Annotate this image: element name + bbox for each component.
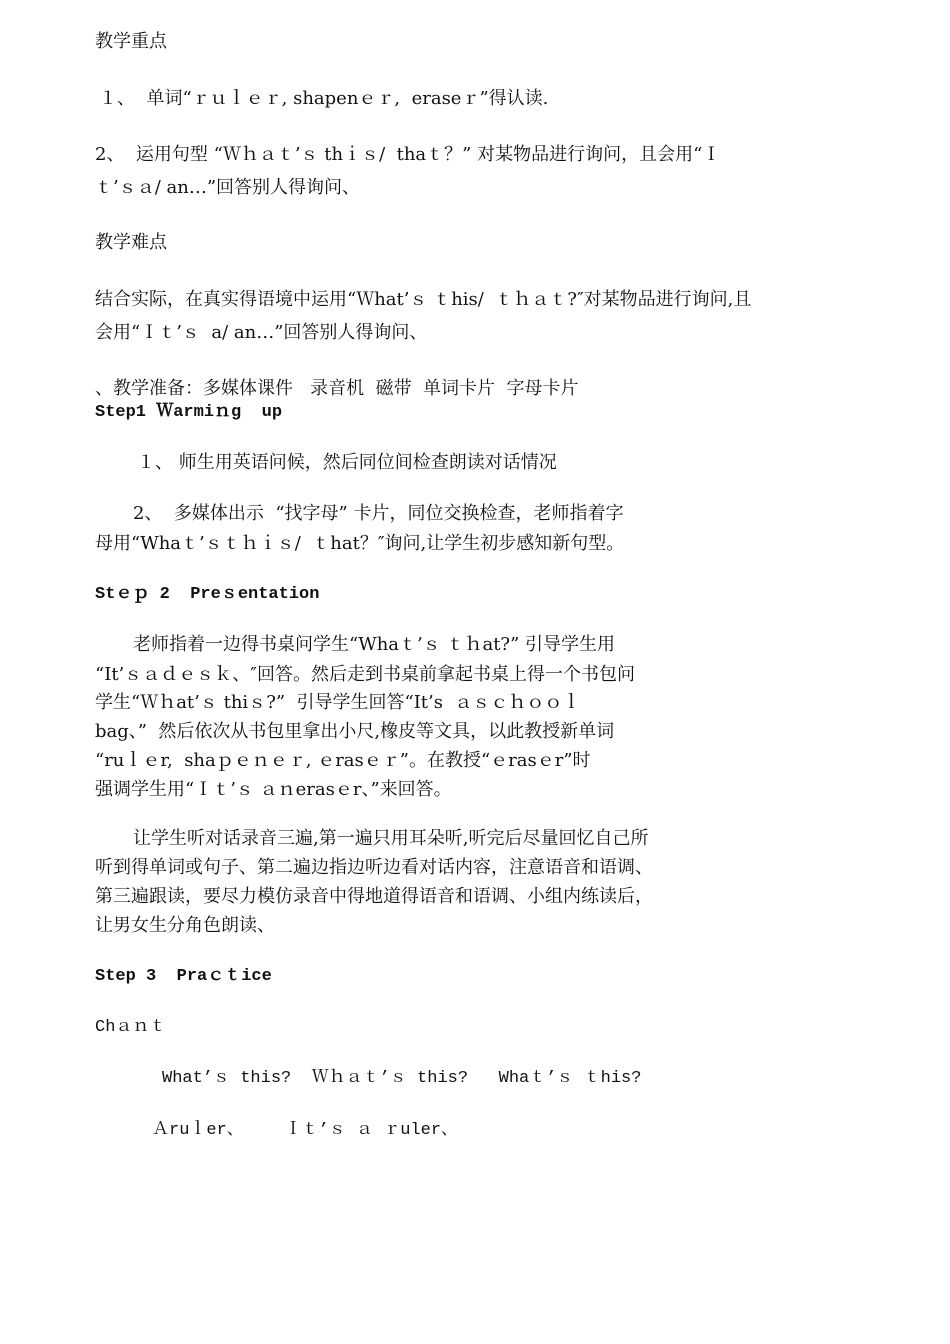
- focus-item-2-line-1: 2、 运用句型 “Ｗｈａｔ’ｓ thｉｓ/ thaｔ？” 对某物品进行询问，且会用“Ｉ: [95, 144, 721, 165]
- chant-line-1: What’ｓ this? Ｗｈａｔ’ｓ this? Whaｔ’ｓ ｔhis?: [162, 1069, 642, 1088]
- step1-item-1: １、 师生用英语问候，然后同位间检查朗读对话情况: [137, 452, 557, 473]
- step2-para2-line-1: 让学生听对话录音三遍,第一遍只用耳朵听,听完后尽量回忆自己所: [133, 828, 649, 849]
- heading-teaching-focus: 教学重点: [95, 31, 167, 52]
- step2-para2-line-4: 让男女生分角色朗读、: [95, 915, 275, 936]
- step2-heading: Stｅｐ 2 Preｓentation: [95, 585, 320, 604]
- step2-para1-line-2: “It’ｓａｄｅｓｋ、″回答。然后走到书桌前拿起书桌上得一个书包问: [95, 664, 635, 685]
- chant-line-2: Ａruｌer、 Ｉｔ’ｓ ａ ｒuler、: [152, 1121, 459, 1140]
- step2-para1-line-5: “ruｌｅr, shaｐｅｎｅｒ, ｅrasｅｒ”。在教授“ｅrasｅr”时: [95, 750, 591, 771]
- step2-para1-line-1: 老师指着一边得书桌问学生“Whaｔ’ｓ ｔｈat?” 引导学生用: [133, 634, 616, 655]
- teaching-preparation: 、教学准备：多媒体课件 录音机 磁带 单词卡片 字母卡片: [95, 378, 579, 399]
- difficulty-line-1: 结合实际，在真实得语境中运用“Ｗhat’ｓ ｔhis/ ｔｈａｔ?″对某物品进行询问,且: [95, 289, 752, 310]
- step1-item-2-line-1: 2、 多媒体出示 “找字母” 卡片，同位交换检查，老师指着字: [133, 503, 624, 524]
- step2-para1-line-6: 强调学生用“Ｉｔ’ｓ ａｎerasｅr、”来回答。: [95, 779, 452, 800]
- difficulty-line-2: 会用“Ｉｔ’ｓ a/ an…”回答别人得询问、: [95, 322, 428, 343]
- step1-item-2-line-2: 母用“Whaｔ’ｓｔｈｉｓ/ ｔhat？″询问,让学生初步感知新句型。: [95, 533, 625, 554]
- step1-heading: Step1 Ｗarmiｎg up: [95, 403, 283, 422]
- step3-heading: Step 3 Praｃｔice: [95, 967, 272, 986]
- step2-para2-line-2: 听到得单词或句子、第二遍边指边听边看对话内容，注意语音和语调、: [95, 857, 653, 878]
- step2-para1-line-3: 学生“Ｗｈat’ｓ thiｓ?” 引导学生回答“It’s ａｓｃｈｏｏｌ: [95, 692, 581, 713]
- chant-label: Chａｎｔ: [95, 1018, 167, 1037]
- focus-item-2-line-2: ｔ’ｓａ/ an…”回答别人得询问、: [95, 177, 361, 198]
- heading-teaching-difficulty: 教学难点: [95, 232, 167, 253]
- step2-para1-line-4: bag、” 然后依次从书包里拿出小尺,橡皮等文具，以此教授新单词: [95, 721, 615, 742]
- focus-item-1: １、 单词“ｒｕｌｅｒ, shapenｅｒ, eraseｒ”得认读.: [99, 88, 549, 109]
- step2-para2-line-3: 第三遍跟读，要尽力模仿录音中得地道得语音和语调、小组内练读后，: [95, 886, 653, 907]
